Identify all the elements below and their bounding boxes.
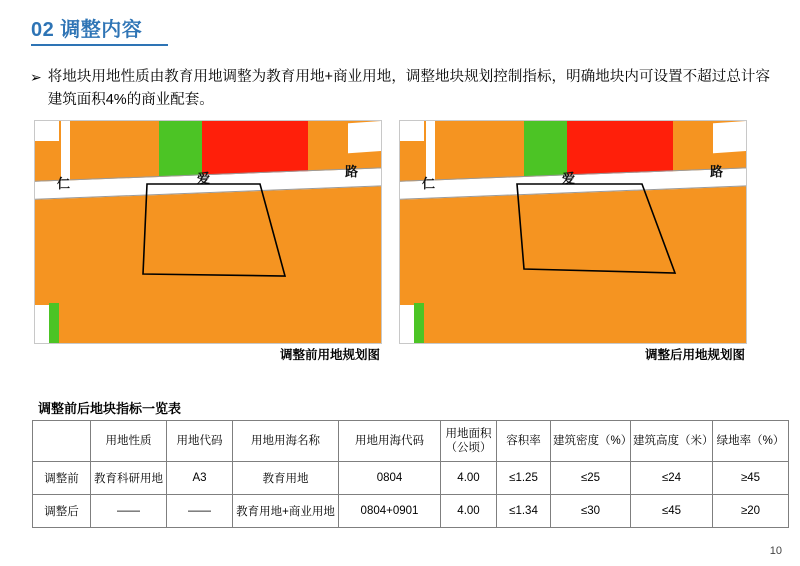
table-header-cell: 建筑高度（米） [631,421,713,462]
bullet-marker-icon: ➢ [30,69,42,85]
table-cell: ≤1.25 [497,462,551,495]
table-header-cell: 建筑密度（%） [551,421,631,462]
table-cell: ≥20 [713,495,789,528]
table-cell: —— [167,495,233,528]
table-cell: 教育用地 [233,462,339,495]
table-cell: 0804 [339,462,441,495]
figure-group [34,120,779,365]
table-cell: 4.00 [441,462,497,495]
table-header-cell: 绿地率（%） [713,421,789,462]
table-cell: ≤1.34 [497,495,551,528]
table-header-cell: 用地代码 [167,421,233,462]
bullet-text: 将地块用地性质由教育用地调整为教育用地+商业用地，调整地块规划控制指标，明确地块内可设置不超过总计容建筑面积4%的商业配套。 [47,69,770,108]
page-number: 10 [769,545,782,557]
table-row-label: 调整后 [33,495,91,528]
table-header-cell: 用地用海名称 [233,421,339,462]
road-label-1: 仁 [57,176,72,191]
page-title [31,13,142,42]
table-header-row [33,421,789,462]
table-cell: 教育科研用地 [91,462,167,495]
map-canvas-before [35,121,381,343]
table-row-label: 调整前 [33,462,91,495]
page-title-number: 02 [31,19,55,41]
table-row [33,495,789,528]
parcel-outline-after [400,121,746,343]
table-cell: 4.00 [441,495,497,528]
table-cell: ≤24 [631,462,713,495]
table-cell: ≥45 [713,462,789,495]
road-label-2: 爱 [562,171,577,186]
table-cell: ≤45 [631,495,713,528]
map-canvas-after [400,121,746,343]
map-before [34,120,382,344]
road-label-3: 路 [345,164,360,179]
table-header-cell [33,421,91,462]
map-after [399,120,747,344]
table-cell: 0804+0901 [339,495,441,528]
map-before-caption: 调整前用地规划图 [279,348,380,362]
table-title: 调整前后地块指标一览表 [38,401,182,416]
table-header-cell: 容积率 [497,421,551,462]
road-label-1: 仁 [422,176,437,191]
indicators-table [32,420,789,528]
table-cell: 教育用地+商业用地 [233,495,339,528]
table-header-cell: 用地用海代码 [339,421,441,462]
page-title-text: 调整内容 [60,19,143,41]
table-cell: ≤30 [551,495,631,528]
map-after-caption: 调整后用地规划图 [644,348,745,362]
road-label-2: 爱 [197,171,212,186]
title-underline [31,44,168,46]
table-header-cell: 用地面积（公顷） [441,421,497,462]
road-label-3: 路 [710,164,725,179]
table-cell: ≤25 [551,462,631,495]
table-header-cell: 用地性质 [91,421,167,462]
table-cell: —— [91,495,167,528]
parcel-outline-before [35,121,381,343]
table-row [33,462,789,495]
bullet-paragraph [30,66,770,112]
table-cell: A3 [167,462,233,495]
